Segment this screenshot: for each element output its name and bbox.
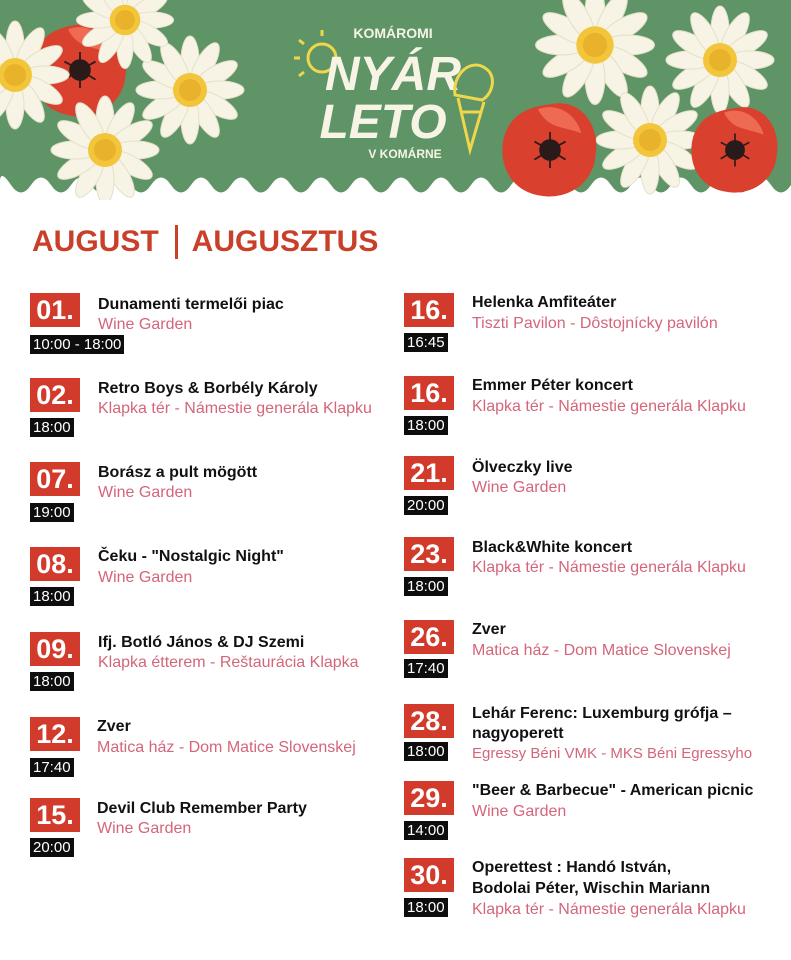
event-time: 18:00 [404,898,448,917]
event-title: Black&White koncert [472,539,633,556]
event-venue: Wine Garden [472,479,567,496]
event-date: 15. [30,798,80,832]
month-en: AUGUST [32,225,159,258]
event-venue: Wine Garden [472,803,567,820]
event-title: Retro Boys & Borbély Károly [98,380,318,397]
event-date: 09. [30,632,80,666]
event-venue: Wine Garden [97,820,192,837]
event-date: 29. [404,781,454,815]
event-time: 18:00 [30,418,74,437]
event-title: Zver [472,621,506,638]
event-venue: Wine Garden [98,484,193,501]
event-title: Ölveczky live [472,459,573,476]
event-title-line2: Bodolai Péter, Wischin Mariann [472,880,711,897]
logo-top-text: KOMÁROMI [353,25,433,41]
event-title: Devil Club Remember Party [97,800,307,817]
event-time: 18:00 [30,672,74,691]
month-heading [32,222,378,262]
event-date: 21. [404,456,454,490]
event-title: Dunamenti termelői piac [98,296,284,313]
event-title: Lehár Ferenc: Luxemburg grófja – [472,705,732,722]
event-date: 12. [30,717,80,751]
event-title: Zver [97,718,131,735]
event-time: 20:00 [404,496,448,515]
event-venue: Klapka tér - Námestie generála Klapku [472,901,746,918]
event-venue: Matica ház - Dom Matice Slovenskej [97,739,356,756]
event-title-line2: nagyoperett [472,725,564,742]
event-date: 30. [404,858,454,892]
logo-bottom-text: V KOMÁRNE [368,147,442,161]
month-separator [175,225,178,259]
event-time: 17:40 [404,659,448,678]
event-title: "Beer & Barbecue" - American picnic [472,782,754,799]
event-time: 18:00 [30,587,74,606]
event-venue: Klapka tér - Námestie generála Klapku [472,559,746,576]
event-title: Borász a pult mögött [98,464,258,481]
event-venue: Klapka étterem - Reštaurácia Klapka [98,654,359,671]
event-time: 18:00 [404,742,448,761]
event-date: 02. [30,378,80,412]
event-time: 20:00 [30,838,74,857]
poppy-flower-icon [502,103,596,196]
event-time: 18:00 [404,577,448,596]
event-time: 16:45 [404,333,448,352]
logo-nyar-text: NYÁR [324,48,462,101]
event-date: 23. [404,537,454,571]
event-title: Helenka Amfiteáter [472,294,617,311]
event-venue: Matica ház - Dom Matice Slovenskej [472,642,731,659]
logo-leto-text: LETO [319,96,447,149]
event-venue: Klapka tér - Námestie generála Klapku [98,400,372,417]
event-time: 10:00 - 18:00 [30,335,124,354]
event-title: Čeku - "Nostalgic Night" [98,548,284,565]
event-venue: Egressy Béni VMK - MKS Béni Egressyho [472,745,753,762]
event-date: 16. [404,376,454,410]
event-date: 16. [404,293,454,327]
event-time: 14:00 [404,821,448,840]
event-venue: Klapka tér - Námestie generála Klapku [472,398,746,415]
event-time: 17:40 [30,758,74,777]
event-venue: Wine Garden [98,569,193,586]
event-date: 28. [404,704,454,738]
event-venue: Tiszti Pavilon - Dôstojnícky pavilón [472,315,718,332]
poppy-flower-icon [691,107,777,193]
event-time: 18:00 [404,416,448,435]
event-date: 26. [404,620,454,654]
event-date: 01. [30,293,80,327]
event-date: 07. [30,462,80,496]
event-venue: Wine Garden [98,316,193,333]
event-title: Emmer Péter koncert [472,377,633,394]
header-banner [0,0,791,200]
event-time: 19:00 [30,503,74,522]
event-title: Operettest : Handó István, [472,859,672,876]
event-title: Ifj. Botló János & DJ Szemi [98,634,305,651]
month-hu: AUGUSZTUS [191,225,379,258]
event-date: 08. [30,547,80,581]
